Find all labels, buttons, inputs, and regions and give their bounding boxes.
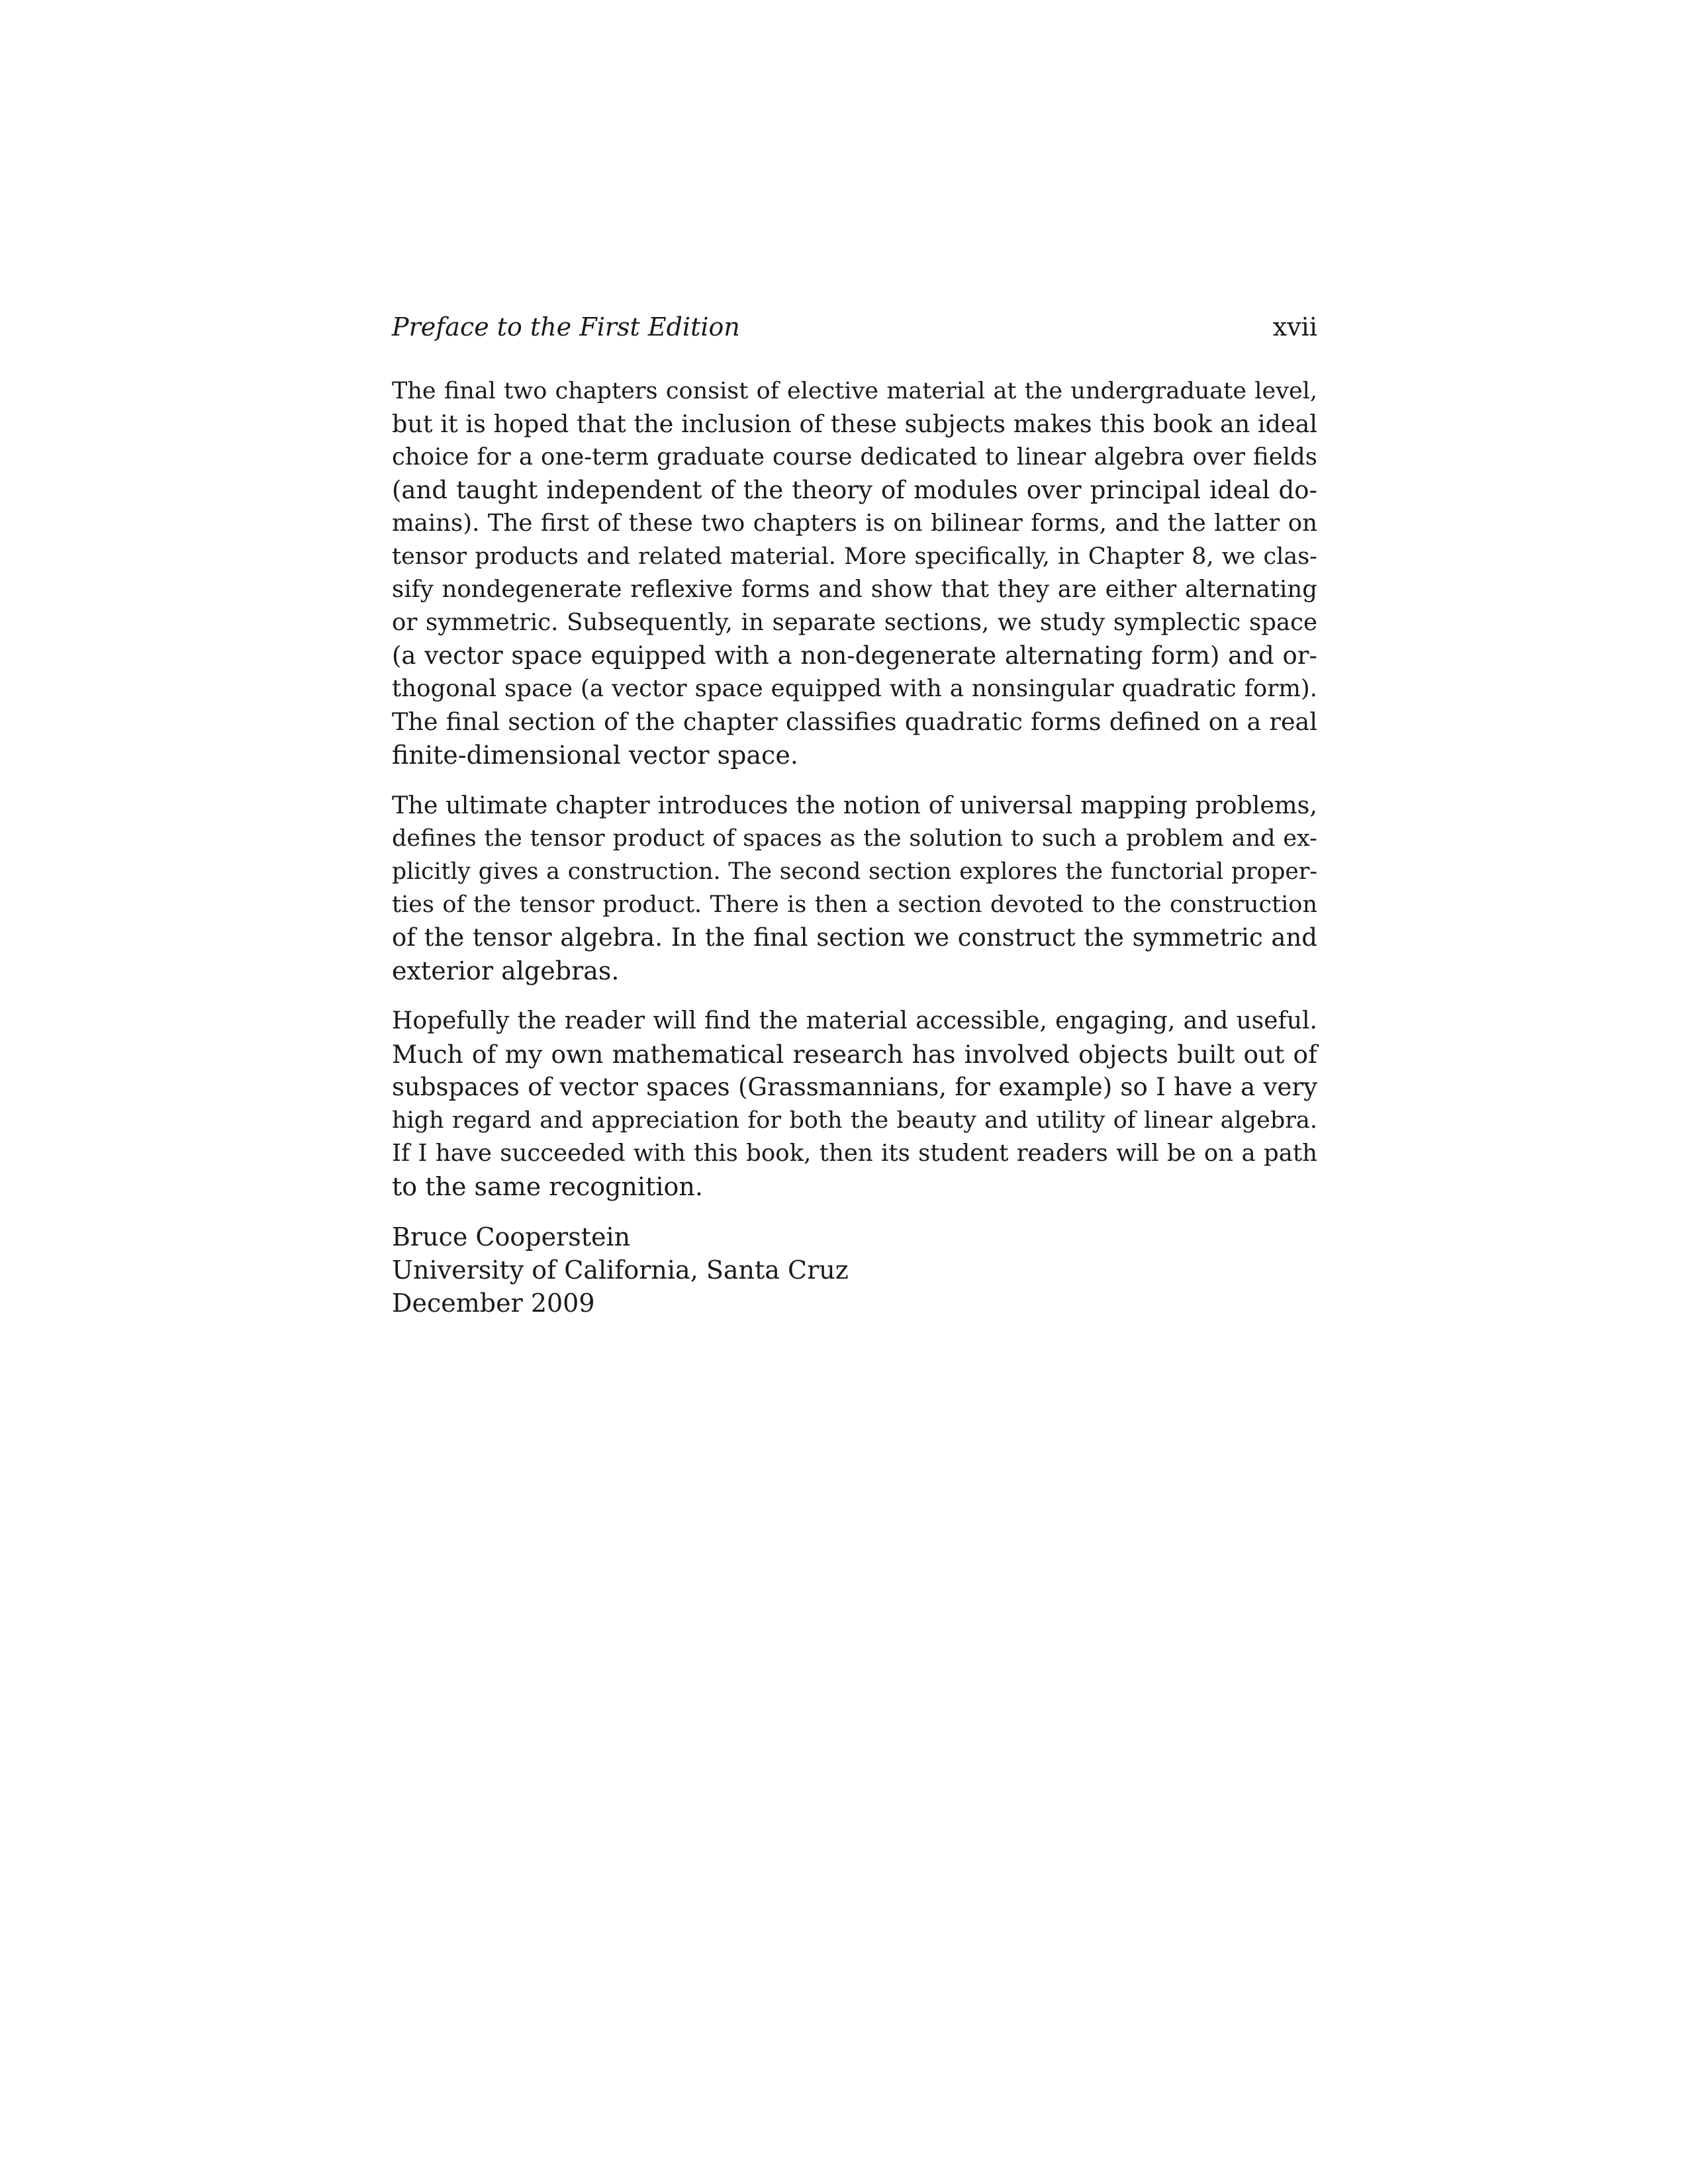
author-name: Bruce Cooperstein: [392, 1222, 631, 1251]
running-head-title: Preface to the First Edition: [392, 312, 740, 341]
text-line: tensor products and related material. More specifically, in Chapter 8, we clas-: [392, 543, 1317, 570]
text-line: or symmetric. Subsequently, in separate sections, we study symplectic space: [392, 609, 1317, 636]
text-block: [392, 308, 1317, 1337]
text-line: (a vector space equipped with a non-degenerate alternating form) and or-: [392, 641, 1317, 670]
paragraph-closing: [392, 1005, 1317, 1203]
text-line: ties of the tensor product. There is then a section devoted to the construction: [392, 891, 1317, 918]
text-line: The final two chapters consist of elective material at the undergraduate level,: [392, 378, 1317, 404]
paragraph-elective-chapters: [392, 375, 1317, 772]
text-line: plicitly gives a construction. The second section explores the functorial proper-: [392, 858, 1317, 885]
text-line: defines the tensor product of spaces as the solution to such a problem and ex-: [392, 825, 1317, 852]
paragraph-tensor-chapter: [392, 789, 1317, 987]
signature-block: [392, 1220, 1317, 1320]
text-line: sify nondegenerate reflexive forms and show that they are either alternating: [392, 576, 1317, 603]
text-line: choice for a one-term graduate course dedicated to linear algebra over fields: [392, 443, 1317, 471]
signature-date: December 2009: [392, 1289, 595, 1318]
text-line: The ultimate chapter introduces the notion of universal mapping problems,: [392, 791, 1317, 819]
text-line: If I have succeeded with this book, then its student readers will be on a path: [392, 1140, 1317, 1167]
page-number: xvii: [1272, 312, 1317, 341]
text-line: finite-dimensional vector space.: [392, 741, 798, 770]
text-line: of the tensor algebra. In the final section we construct the symmetric and: [392, 923, 1317, 952]
author-affiliation: University of California, Santa Cruz: [392, 1255, 849, 1285]
text-line: but it is hoped that the inclusion of these subjects makes this book an ideal: [392, 410, 1317, 438]
text-line: Hopefully the reader will find the material accessible, engaging, and useful.: [392, 1007, 1317, 1034]
text-line: subspaces of vector spaces (Grassmannians, for example) so I have a very: [392, 1073, 1317, 1101]
text-line: to the same recognition.: [392, 1172, 703, 1201]
text-line: The final section of the chapter classifies quadratic forms defined on a real: [392, 707, 1317, 736]
text-line: thogonal space (a vector space equipped with a nonsingular quadratic form).: [392, 675, 1317, 702]
text-line: Much of my own mathematical research has involved objects built out of: [392, 1040, 1317, 1069]
text-line: (and taught independent of the theory of modules over principal ideal do-: [392, 476, 1317, 504]
text-line: high regard and appreciation for both the beauty and utility of linear algebra.: [392, 1107, 1317, 1134]
text-line: exterior algebras.: [392, 956, 620, 985]
text-line: mains). The first of these two chapters is on bilinear forms, and the latter on: [392, 510, 1317, 537]
running-head: [392, 308, 1317, 345]
